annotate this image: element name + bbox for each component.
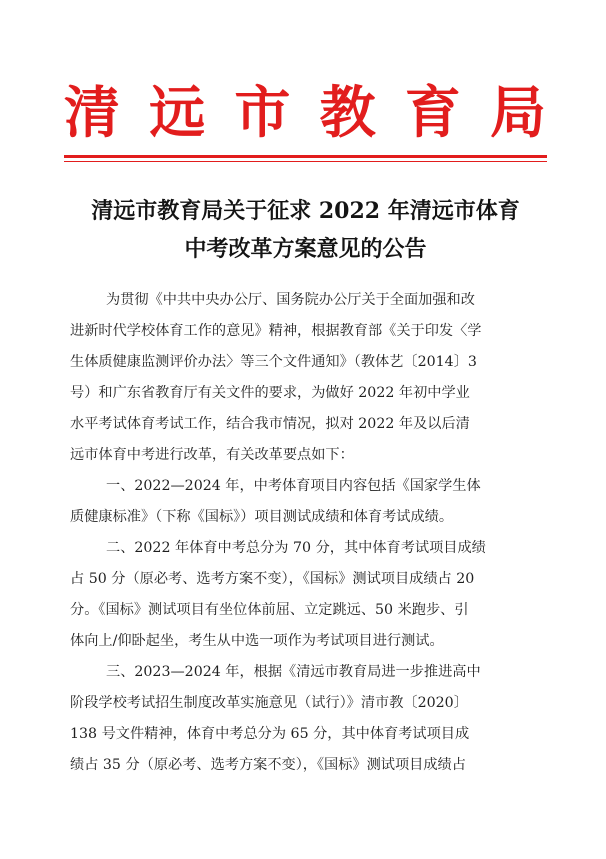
body-line: 水平考试体育考试工作，结合我市情况，拟对 2022 年及以后清 [70,416,470,432]
body-line: 体向上/仰卧起坐，考生从中选一项作为考试项目进行测试。 [70,633,444,649]
masthead-char: 育 [404,80,461,146]
masthead-char: 局 [489,80,546,146]
body-line: 二、2022 年体育中考总分为 70 分，其中体育考试项目成绩 [106,540,486,556]
body-line: 号）和广东省教育厅有关文件的要求，为做好 2022 年初中学业 [70,385,470,401]
body-line: 占 50 分（原必考、选考方案不变），《国标》测试项目成绩占 20 [70,571,475,587]
body-line: 阶段学校考试招生制度改革实施意见（试行）》清市教〔2020〕 [70,695,468,711]
issuer-masthead [64,78,546,148]
masthead-divider-thick [64,155,547,158]
body-line: 质健康标准》（下称《国标》）项目测试成绩和体育考试成绩。 [70,509,454,525]
masthead-char: 远 [149,80,206,146]
document-title [64,192,547,268]
masthead-char: 清 [64,80,120,146]
body-line: 为贯彻《中共中央办公厅、国务院办公厅关于全面加强和改 [106,292,475,308]
masthead-char: 教 [319,80,376,146]
document-body [70,285,550,781]
body-line: 远市体育中考进行改革，有关改革要点如下： [70,447,354,463]
masthead-divider-thin [64,161,547,162]
body-line: 生体质健康监测评价办法〉等三个文件通知》（教体艺〔2014〕3 [70,354,477,370]
body-line: 进新时代学校体育工作的意见》精神，根据教育部《关于印发〈学 [70,323,482,339]
body-line: 三、2023—2024 年，根据《清远市教育局进一步推进高中 [106,664,481,680]
body-line: 一、2022—2024 年，中考体育项目内容包括《国家学生体 [106,478,481,494]
body-line: 绩占 35 分（原必考、选考方案不变），《国标》测试项目成绩占 [70,757,466,773]
masthead-char: 市 [234,80,291,146]
body-line: 分。《国标》测试项目有坐位体前屈、立定跳远、50 米跑步、引 [70,602,469,618]
body-line: 138 号文件精神，体育中考总分为 65 分，其中体育考试项目成 [70,726,470,742]
title-line-2: 中考改革方案意见的公告 [184,236,427,262]
title-line-1: 清远市教育局关于征求 2022 年清远市体育 [91,198,520,224]
